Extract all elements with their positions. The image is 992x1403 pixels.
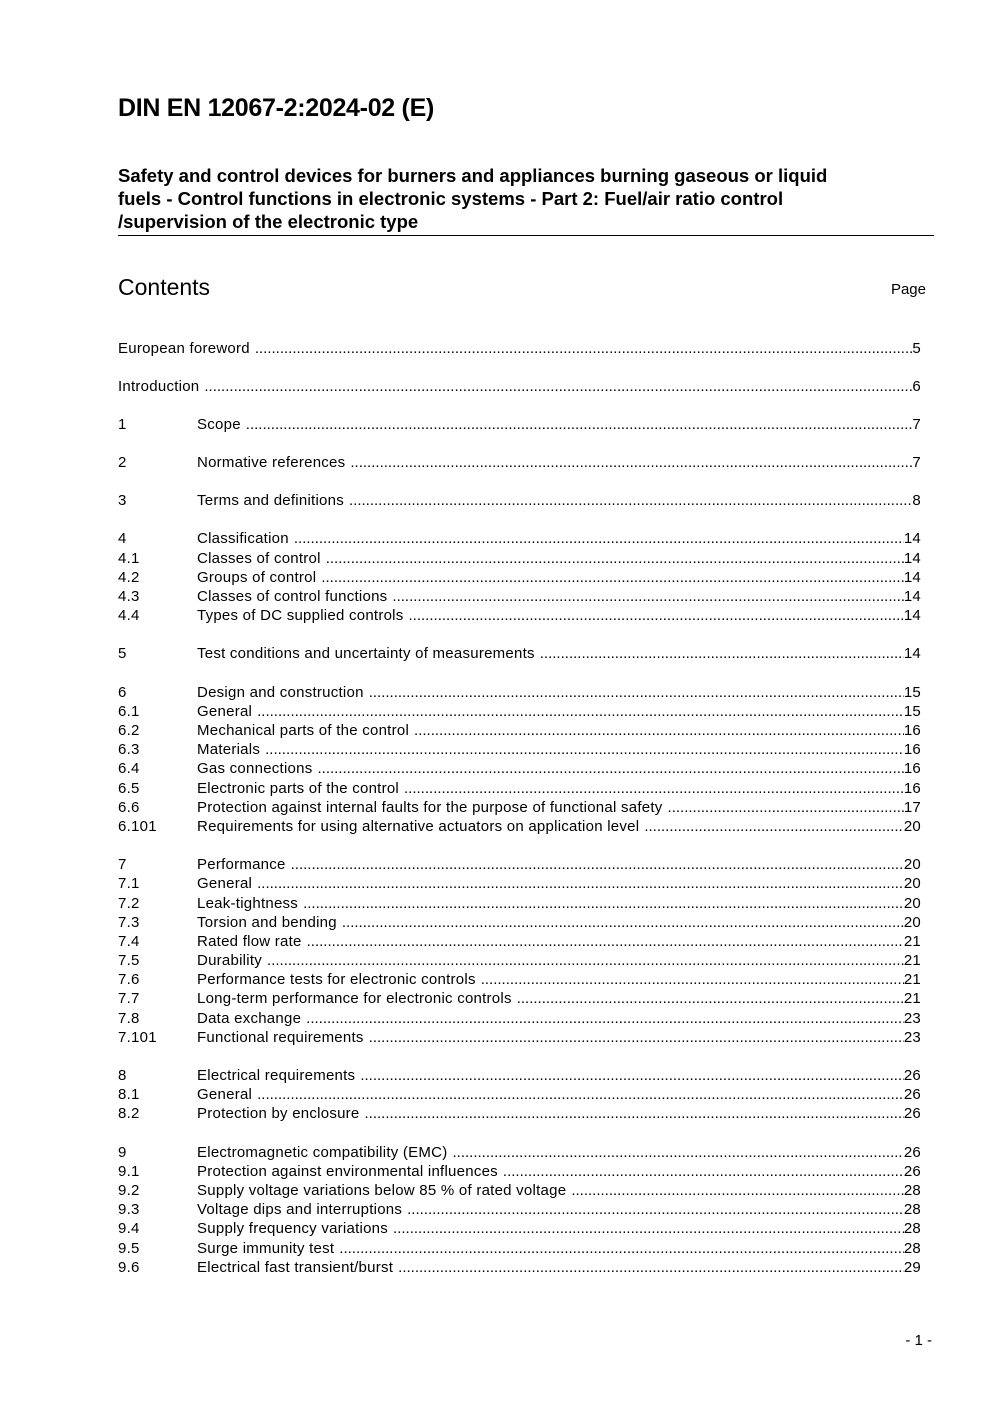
toc-dot-leader [303,894,904,913]
toc-entry-title: Torsion and bending [197,914,337,931]
page-number: - 1 - [905,1332,932,1349]
toc-dot-leader [369,683,904,702]
toc-entry-number: 1 [118,416,127,433]
toc-entry[interactable] [118,1066,921,1085]
toc-entry-title: Data exchange [197,1010,302,1027]
toc-entry[interactable] [118,894,921,913]
toc-entry-page: 26 [903,1086,921,1103]
toc-entry-title: Protection against internal faults for the purpose of functional safety [197,799,663,816]
toc-entry[interactable] [118,1181,921,1200]
toc-dot-leader [307,932,904,951]
toc-entry[interactable] [118,606,921,625]
toc-entry-number: 6.5 [118,780,140,797]
toc-entry-number: 9.4 [118,1220,140,1237]
toc-entry-number: 4.1 [118,550,140,567]
toc-dot-leader [257,874,904,893]
toc-entry-number: 9.5 [118,1240,140,1257]
toc-entry-page: 6 [912,378,921,395]
toc-dot-leader [409,606,904,625]
toc-entry-page: 26 [903,1105,921,1122]
toc-entry-title: Classes of control functions [197,588,388,605]
toc-entry[interactable] [118,1200,921,1219]
document-title-line: fuels - Control functions in electronic systems - Part 2: Fuel/air ratio control [118,188,784,209]
toc-entry-page: 29 [903,1259,921,1276]
toc-entry-number: 6.3 [118,741,140,758]
toc-entry-page: 8 [912,492,921,509]
toc-entry-number: 7.101 [118,1029,157,1046]
toc-entry-title: Performance [197,856,286,873]
toc-entry[interactable] [118,1219,921,1238]
toc-entry-page: 15 [903,703,921,720]
contents-heading: Contents [118,274,211,300]
toc-entry[interactable] [118,377,921,396]
document-title-line: /supervision of the electronic type [118,211,419,232]
toc-entry-title: Classes of control [197,550,321,567]
toc-entry-page: 20 [903,818,921,835]
toc-entry-title: General [197,703,253,720]
toc-dot-leader [360,1066,904,1085]
toc-entry-page: 26 [903,1144,921,1161]
toc-dot-leader [414,721,904,740]
toc-entry-title: Types of DC supplied controls [197,607,404,624]
toc-entry-number: 8 [118,1067,127,1084]
toc-entry-title: Supply voltage variations below 85 % of rated voltage [197,1182,567,1199]
toc-dot-leader [365,1104,904,1123]
toc-entry[interactable] [118,1143,921,1162]
toc-entry-number: 7 [118,856,127,873]
toc-entry-number: 9.6 [118,1259,140,1276]
toc-entry-title: General [197,1086,253,1103]
toc-entry[interactable] [118,1239,921,1258]
toc-entry-page: 16 [903,722,921,739]
toc-entry[interactable] [118,817,921,836]
toc-entry-title: Long-term performance for electronic controls [197,990,512,1007]
toc-entry-number: 7.4 [118,933,140,950]
toc-entry[interactable] [118,415,921,434]
toc-entry-number: 7.6 [118,971,140,988]
toc-entry-number: 7.2 [118,895,140,912]
toc-entry-number: 6.4 [118,760,140,777]
toc-entry-number: 9 [118,1144,127,1161]
toc-entry[interactable] [118,453,921,472]
toc-entry[interactable] [118,779,921,798]
toc-entry-title: Scope [197,416,241,433]
toc-entry-page: 14 [903,550,921,567]
toc-dot-leader [265,740,904,759]
toc-entry-page: 14 [903,607,921,624]
toc-entry-title: Surge immunity test [197,1240,335,1257]
toc-entry-title: Durability [197,952,263,969]
toc-entry-number: 4.2 [118,569,140,586]
toc-entry[interactable] [118,759,921,778]
toc-entry-number: 7.5 [118,952,140,969]
toc-entry[interactable] [118,529,921,548]
toc-entry-title: Electrical requirements [197,1067,356,1084]
document-title [118,164,934,236]
toc-entry-number: 9.3 [118,1201,140,1218]
toc-entry-title: Introduction [118,378,200,395]
toc-entry-page: 14 [903,569,921,586]
toc-entry-page: 26 [903,1163,921,1180]
toc-entry-page: 21 [903,933,921,950]
page-column-label: Page [890,281,926,298]
toc-entry-page: 16 [903,760,921,777]
toc-dot-leader [404,779,904,798]
toc-entry[interactable] [118,798,921,817]
toc-entry[interactable] [118,1028,921,1047]
toc-entry-title: Protection by enclosure [197,1105,360,1122]
toc-entry[interactable] [118,644,921,663]
toc-entry-title: Functional requirements [197,1029,364,1046]
toc-entry-number: 7.7 [118,990,140,1007]
toc-dot-leader [407,1200,904,1219]
toc-dot-leader [481,970,904,989]
toc-entry-title: Normative references [197,454,346,471]
toc-entry-number: 6.1 [118,703,140,720]
toc-entry[interactable] [118,1085,921,1104]
toc-entry-page: 16 [903,780,921,797]
toc-entry-number: 9.2 [118,1182,140,1199]
toc-entry-title: Mechanical parts of the control [197,722,410,739]
toc-entry[interactable] [118,549,921,568]
toc-entry-number: 4.4 [118,607,140,624]
toc-dot-leader [204,377,912,396]
toc-entry-title: Protection against environmental influences [197,1163,498,1180]
toc-entry-number: 7.1 [118,875,140,892]
toc-entry[interactable] [118,855,921,874]
toc-dot-leader [392,587,903,606]
toc-entry-number: 4.3 [118,588,140,605]
toc-entry-page: 17 [903,799,921,816]
toc-entry-number: 6.6 [118,799,140,816]
toc-entry-title: Electronic parts of the control [197,780,400,797]
toc-entry[interactable] [118,1009,921,1028]
toc-entry-page: 21 [903,990,921,1007]
toc-dot-leader [503,1162,904,1181]
toc-entry-title: European foreword [118,340,250,357]
toc-entry-title: Supply frequency variations [197,1220,389,1237]
toc-entry-number: 9.1 [118,1163,140,1180]
toc-entry-page: 21 [903,971,921,988]
toc-dot-leader [306,1009,904,1028]
toc-entry-page: 15 [903,684,921,701]
toc-entry-page: 5 [912,340,921,357]
toc-entry[interactable] [118,951,921,970]
toc-entry[interactable] [118,721,921,740]
toc-entry[interactable] [118,491,921,510]
toc-entry[interactable] [118,587,921,606]
toc-dot-leader [453,1143,904,1162]
toc-entry-title: Materials [197,741,261,758]
toc-dot-leader [326,549,904,568]
toc-dot-leader [398,1258,904,1277]
toc-entry-title: Design and construction [197,684,364,701]
toc-entry-number: 6 [118,684,127,701]
toc-entry-number: 6.2 [118,722,140,739]
toc-entry-title: Gas connections [197,760,313,777]
toc-entry[interactable] [118,339,921,358]
toc-entry-title: Classification [197,530,289,547]
toc-entry-page: 7 [912,416,921,433]
toc-entry[interactable] [118,1162,921,1181]
toc-entry[interactable] [118,874,921,893]
toc-entry-number: 2 [118,454,127,471]
toc-dot-leader [644,817,903,836]
toc-entry-title: General [197,875,253,892]
toc-entry[interactable] [118,568,921,587]
toc-entry-title: Requirements for using alternative actuators on application level [197,818,640,835]
toc-entry[interactable] [118,989,921,1008]
toc-entry-page: 28 [903,1220,921,1237]
toc-dot-leader [267,951,904,970]
toc-dot-leader [321,568,904,587]
toc-entry-page: 23 [903,1029,921,1046]
toc-dot-leader [393,1219,904,1238]
toc-entry-page: 28 [903,1201,921,1218]
toc-dot-leader [317,759,903,778]
toc-entry-number: 8.1 [118,1086,140,1103]
toc-entry-number: 5 [118,645,127,662]
toc-entry-number: 7.3 [118,914,140,931]
toc-entry-title: Leak-tightness [197,895,299,912]
toc-entry-page: 20 [903,895,921,912]
toc-dot-leader [342,913,904,932]
toc-dot-leader [369,1028,904,1047]
toc-entry-title: Groups of control [197,569,317,586]
toc-entry-title: Performance tests for electronic controls [197,971,476,988]
toc-entry-title: Voltage dips and interruptions [197,1201,403,1218]
toc-dot-leader [246,415,913,434]
toc-dot-leader [571,1181,904,1200]
toc-entry-page: 14 [903,588,921,605]
toc-entry-page: 21 [903,952,921,969]
toc-dot-leader [350,453,912,472]
toc-entry[interactable] [118,1104,921,1123]
toc-dot-leader [255,339,913,358]
toc-dot-leader [294,529,904,548]
toc-entry[interactable] [118,970,921,989]
toc-entry-number: 3 [118,492,127,509]
toc-entry-page: 20 [903,875,921,892]
toc-entry-page: 28 [903,1182,921,1199]
toc-entry-number: 8.2 [118,1105,140,1122]
toc-entry-page: 28 [903,1240,921,1257]
toc-entry-page: 23 [903,1010,921,1027]
toc-entry-title: Electromagnetic compatibility (EMC) [197,1144,448,1161]
toc-dot-leader [668,798,904,817]
toc-dot-leader [349,491,912,510]
toc-entry-title: Test conditions and uncertainty of measurements [197,645,535,662]
toc-entry-number: 6.101 [118,818,157,835]
toc-dot-leader [257,1085,904,1104]
toc-entry[interactable] [118,1258,921,1277]
toc-dot-leader [257,702,904,721]
toc-entry-title: Electrical fast transient/burst [197,1259,394,1276]
toc-entry[interactable] [118,683,921,702]
toc-entry-page: 16 [903,741,921,758]
toc-dot-leader [339,1239,904,1258]
document-id: DIN EN 12067-2:2024-02 (E) [118,94,434,122]
toc-entry-title: Rated flow rate [197,933,302,950]
toc-entry-title: Terms and definitions [197,492,344,509]
toc-entry-number: 7.8 [118,1010,140,1027]
document-title-line: Safety and control devices for burners and appliances burning gaseous or liquid [118,165,828,186]
toc-dot-leader [291,855,904,874]
toc-entry[interactable] [118,913,921,932]
toc-entry-page: 20 [903,856,921,873]
toc-entry-number: 4 [118,530,127,547]
toc-entry-page: 7 [912,454,921,471]
toc-entry[interactable] [118,932,921,951]
toc-entry-page: 20 [903,914,921,931]
toc-dot-leader [517,989,904,1008]
toc-dot-leader [540,644,904,663]
toc-entry[interactable] [118,740,921,759]
toc-entry-page: 14 [903,530,921,547]
toc-entry-page: 14 [903,645,921,662]
toc-entry-page: 26 [903,1067,921,1084]
toc-entry[interactable] [118,702,921,721]
